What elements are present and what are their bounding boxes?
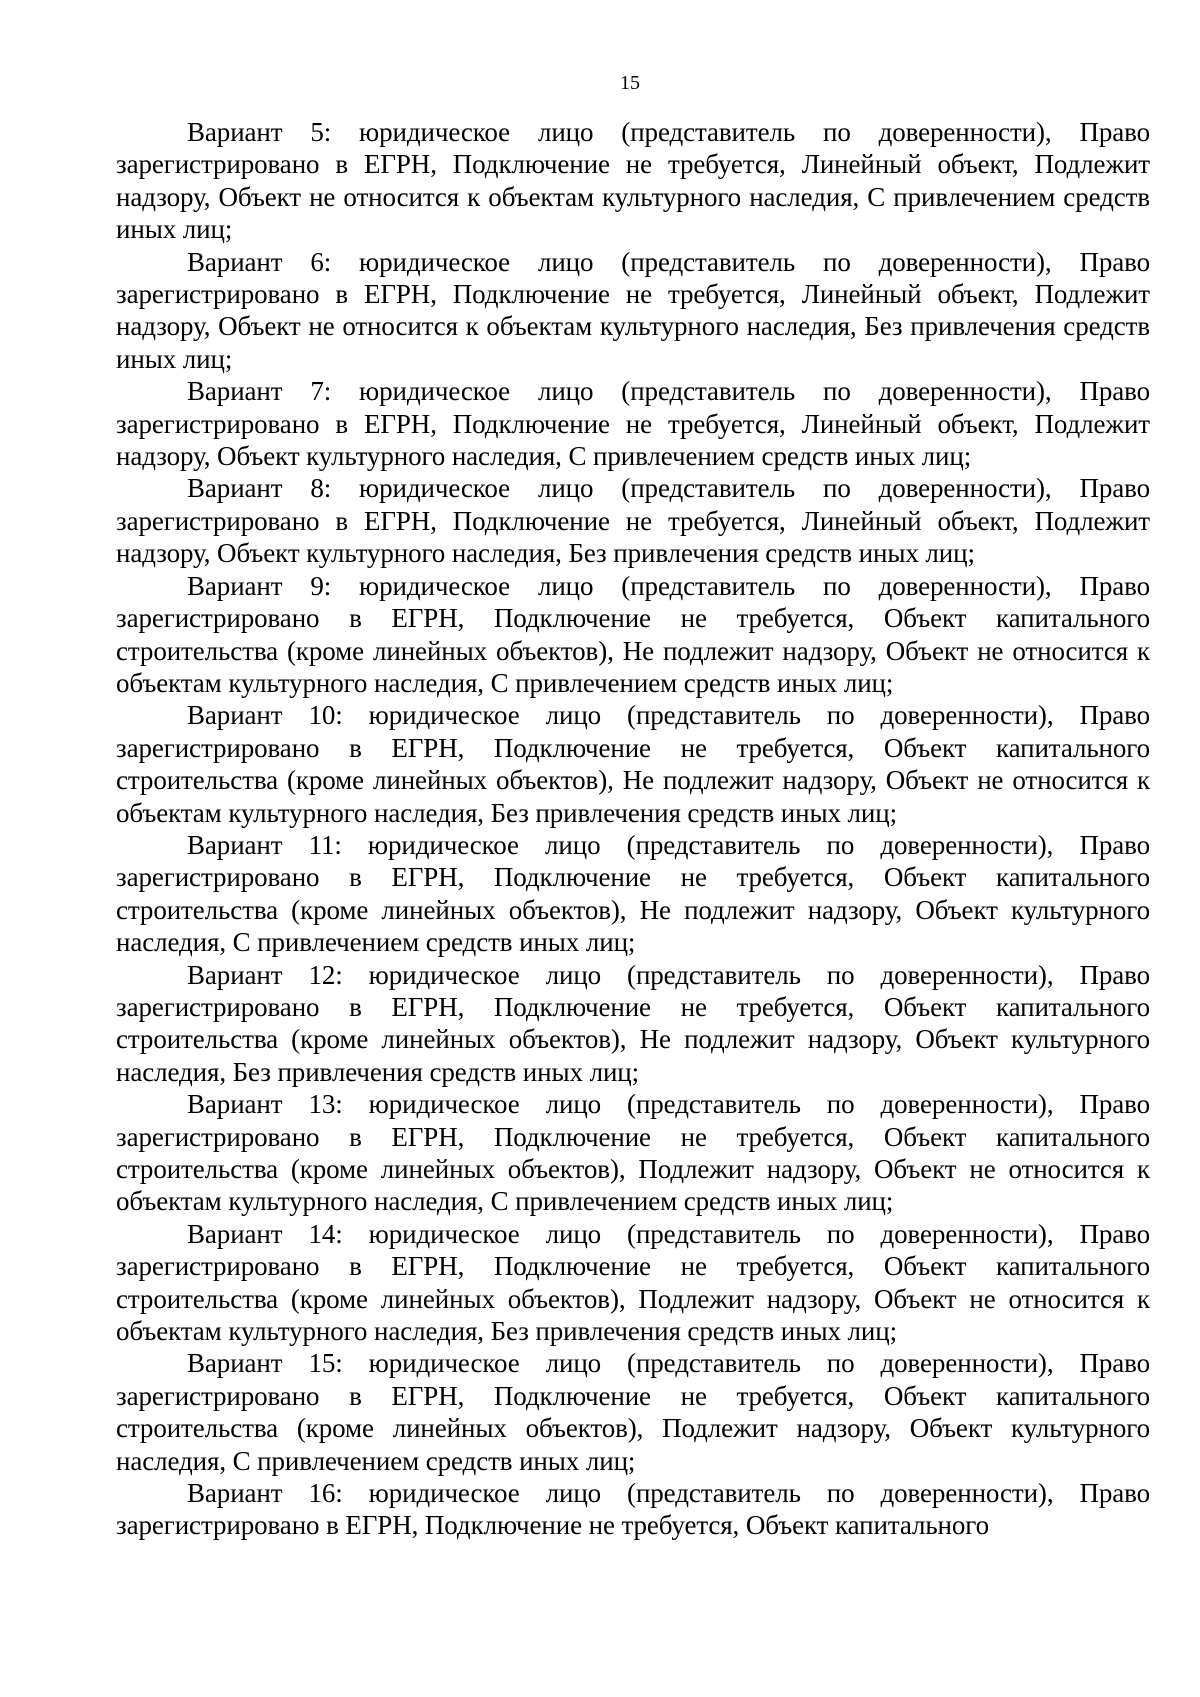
variant-paragraph-7: Вариант 7: юридическое лицо (представитель по доверенности), Право зарегистрировано в ЕГРН, Подключение не требуется, Линейный объект, Подлежит надзору, Объект культурного наследия, С привлечением средств иных лиц; — [116, 376, 1150, 472]
variant-paragraph-9: Вариант 9: юридическое лицо (представитель по доверенности), Право зарегистрировано в ЕГРН, Подключение не требуется, Объект капитального строительства (кроме линейных объектов), Не подлежит надзору, Объект не относится к объектам культурного наследия, С привлечением средств иных лиц; — [116, 570, 1150, 698]
variant-paragraph-10: Вариант 10: юридическое лицо (представитель по доверенности), Право зарегистрировано в ЕГРН, Подключение не требуется, Объект капитального строительства (кроме линейных объектов), Не подлежит надзору, Объект не относится к объектам культурного наследия, Без привлечения средств иных лиц; — [116, 700, 1150, 828]
variant-paragraph-11: Вариант 11: юридическое лицо (представитель по доверенности), Право зарегистрировано в ЕГРН, Подключение не требуется, Объект капитального строительства (кроме линейных объектов), Не подлежит надзору, Объект культурного наследия, С привлечением средств иных лиц; — [116, 829, 1150, 958]
variant-paragraph-15: Вариант 15: юридическое лицо (представитель по доверенности), Право зарегистрировано в ЕГРН, Подключение не требуется, Объект капитального строительства (кроме линейных объектов), Подлежит надзору, Объект культурного наследия, С привлечением средств иных лиц; — [116, 1348, 1150, 1476]
variant-paragraph-5: Вариант 5: юридическое лицо (представитель по доверенности), Право зарегистрировано в ЕГРН, Подключение не требуется, Линейный объект, Подлежит надзору, Объект не относится к объектам культурного наследия, С привлечением средств иных лиц; — [116, 117, 1150, 245]
variant-paragraph-13: Вариант 13: юридическое лицо (представитель по доверенности), Право зарегистрировано в ЕГРН, Подключение не требуется, Объект капитального строительства (кроме линейных объектов), Подлежит надзору, Объект не относится к объектам культурного наследия, С привлечением средств иных лиц; — [116, 1089, 1150, 1217]
page-number: 15 — [620, 72, 640, 94]
variant-paragraph-6: Вариант 6: юридическое лицо (представитель по доверенности), Право зарегистрировано в ЕГРН, Подключение не требуется, Линейный объект, Подлежит надзору, Объект не относится к объектам культурного наследия, Без привлечения средств иных лиц; — [116, 246, 1150, 374]
variant-paragraph-12: Вариант 12: юридическое лицо (представитель по доверенности), Право зарегистрировано в ЕГРН, Подключение не требуется, Объект капитального строительства (кроме линейных объектов), Не подлежит надзору, Объект культурного наследия, Без привлечения средств иных лиц; — [116, 959, 1150, 1087]
variant-paragraph-16: Вариант 16: юридическое лицо (представитель по доверенности), Право зарегистрировано в ЕГРН, Подключение не требуется, Объект капитального — [116, 1478, 1150, 1541]
document-body — [116, 116, 1150, 1542]
variant-paragraph-14: Вариант 14: юридическое лицо (представитель по доверенности), Право зарегистрировано в ЕГРН, Подключение не требуется, Объект капитального строительства (кроме линейных объектов), Подлежит надзору, Объект не относится к объектам культурного наследия, Без привлечения средств иных лиц; — [116, 1218, 1150, 1347]
variant-paragraph-8: Вариант 8: юридическое лицо (представитель по доверенности), Право зарегистрировано в ЕГРН, Подключение не требуется, Линейный объект, Подлежит надзору, Объект культурного наследия, Без привлечения средств иных лиц; — [116, 473, 1150, 569]
